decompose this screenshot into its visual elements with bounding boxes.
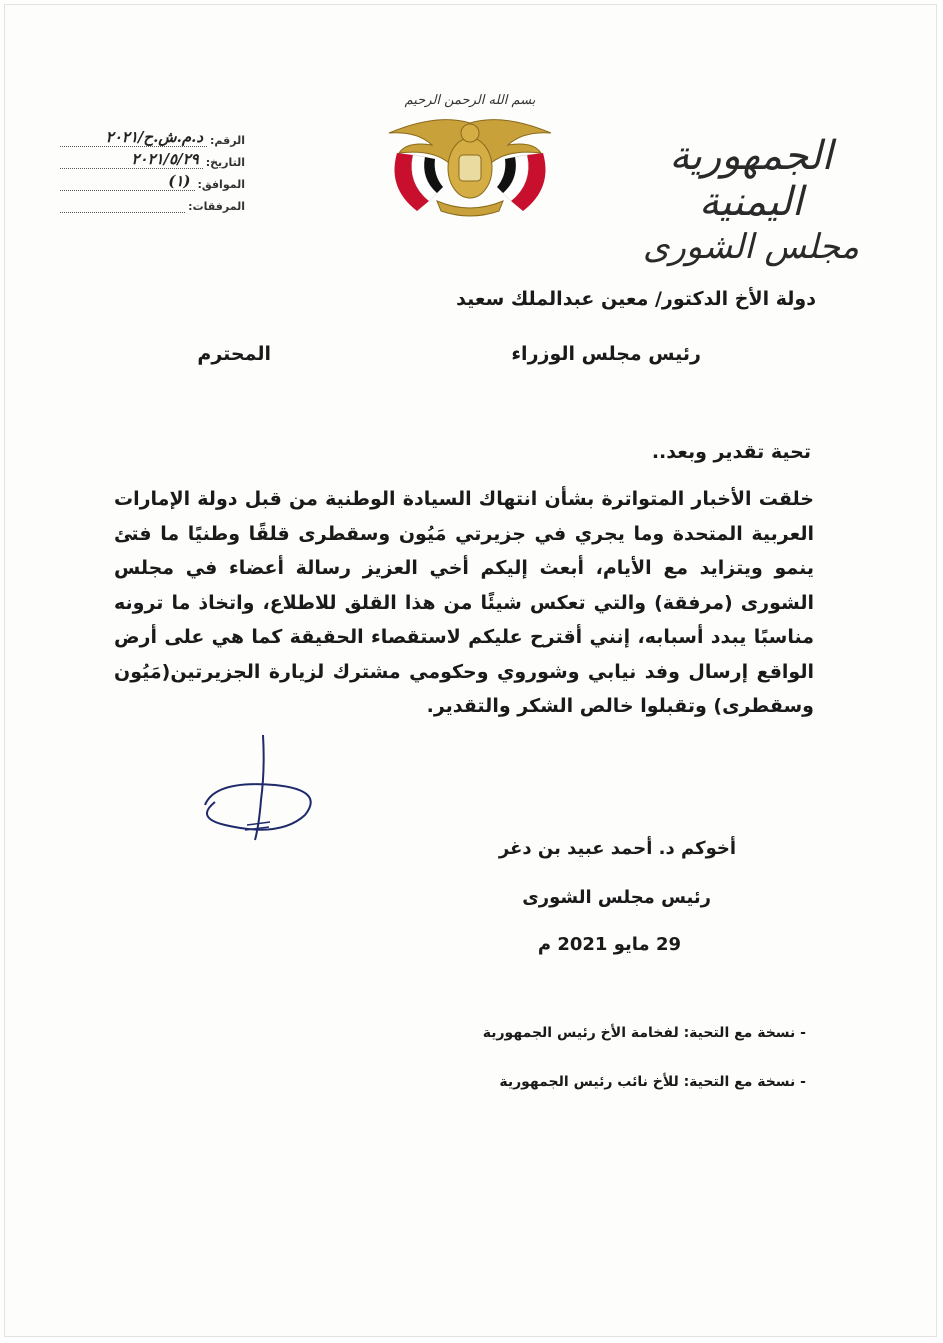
reference-attachments-value	[60, 212, 185, 213]
reference-date-value: ٢٠٢١/٥/٢٩	[60, 150, 203, 169]
addressee: دولة الأخ الدكتور/ معين عبدالملك سعيد	[456, 288, 816, 310]
reference-date-label: التاريخ:	[205, 156, 245, 169]
eagle-emblem-icon	[377, 83, 563, 221]
letter-date: 29 مايو 2021 م	[537, 934, 681, 955]
institution-line1: الجمهورية اليمنية	[669, 133, 833, 225]
honorific: المحترم	[197, 343, 271, 365]
institution-name	[636, 133, 866, 267]
reference-number-label: الرقم:	[210, 134, 245, 147]
reference-corresponding-label: الموافق:	[197, 178, 245, 191]
signatory-name: أخوكم د. أحمد عبيد بن دغر	[498, 838, 736, 859]
basmala: بسم الله الرحمن الرحيم	[404, 93, 536, 108]
reference-block	[60, 125, 245, 213]
signatory-title: رئيس مجلس الشورى	[522, 887, 711, 908]
reference-number-value: د.م.ش.ح/٢٠٢١	[60, 128, 207, 147]
addressee-title: رئيس مجلس الوزراء	[511, 343, 701, 365]
reference-attachments-label: المرفقات:	[188, 200, 245, 213]
reference-date-row	[60, 147, 245, 169]
greeting: تحية تقدير وبعد..	[651, 441, 811, 463]
letter-body: خلقت الأخبار المتواترة بشأن انتهاك السيادة الوطنية من قبل دولة الإمارات العربية المتحدة وما يجري في جزيرتي مَيُون وسقطرى قلقًا وطنيًا ما فتئ ينمو ويتزايد مع الأيام، أبعث إليكم أخي العزيز رسالة أعضاء في مجلس الشورى (مرفقة) والتي تعكس شيئًا من هذا القلق للاطلاع، واتخاذ ما ترونه مناسبًا يبدد أسبابه، إنني أقترح عليكم لاستقصاء الحقيقة كما هي على أرض الواقع إرسال وفد نيابي وشوروي وحكومي مشترك لزيارة الجزيرتين(مَيُون وسقطرى) وتقبلوا خالص الشكر والتقدير.	[114, 488, 814, 717]
letter-page	[4, 4, 937, 1337]
institution-line2: مجلس الشورى	[642, 227, 860, 267]
reference-corresponding-value: (١)	[60, 172, 195, 191]
reference-attachments-row	[60, 191, 245, 213]
copy-line: - نسخة مع التحية: للأخ نائب رئيس الجمهورية	[499, 1074, 806, 1090]
reference-number-row	[60, 125, 245, 147]
copy-line: - نسخة مع التحية: لفخامة الأخ رئيس الجمهورية	[482, 1025, 806, 1041]
handwritten-signature	[185, 730, 335, 850]
reference-corresponding-row	[60, 169, 245, 191]
